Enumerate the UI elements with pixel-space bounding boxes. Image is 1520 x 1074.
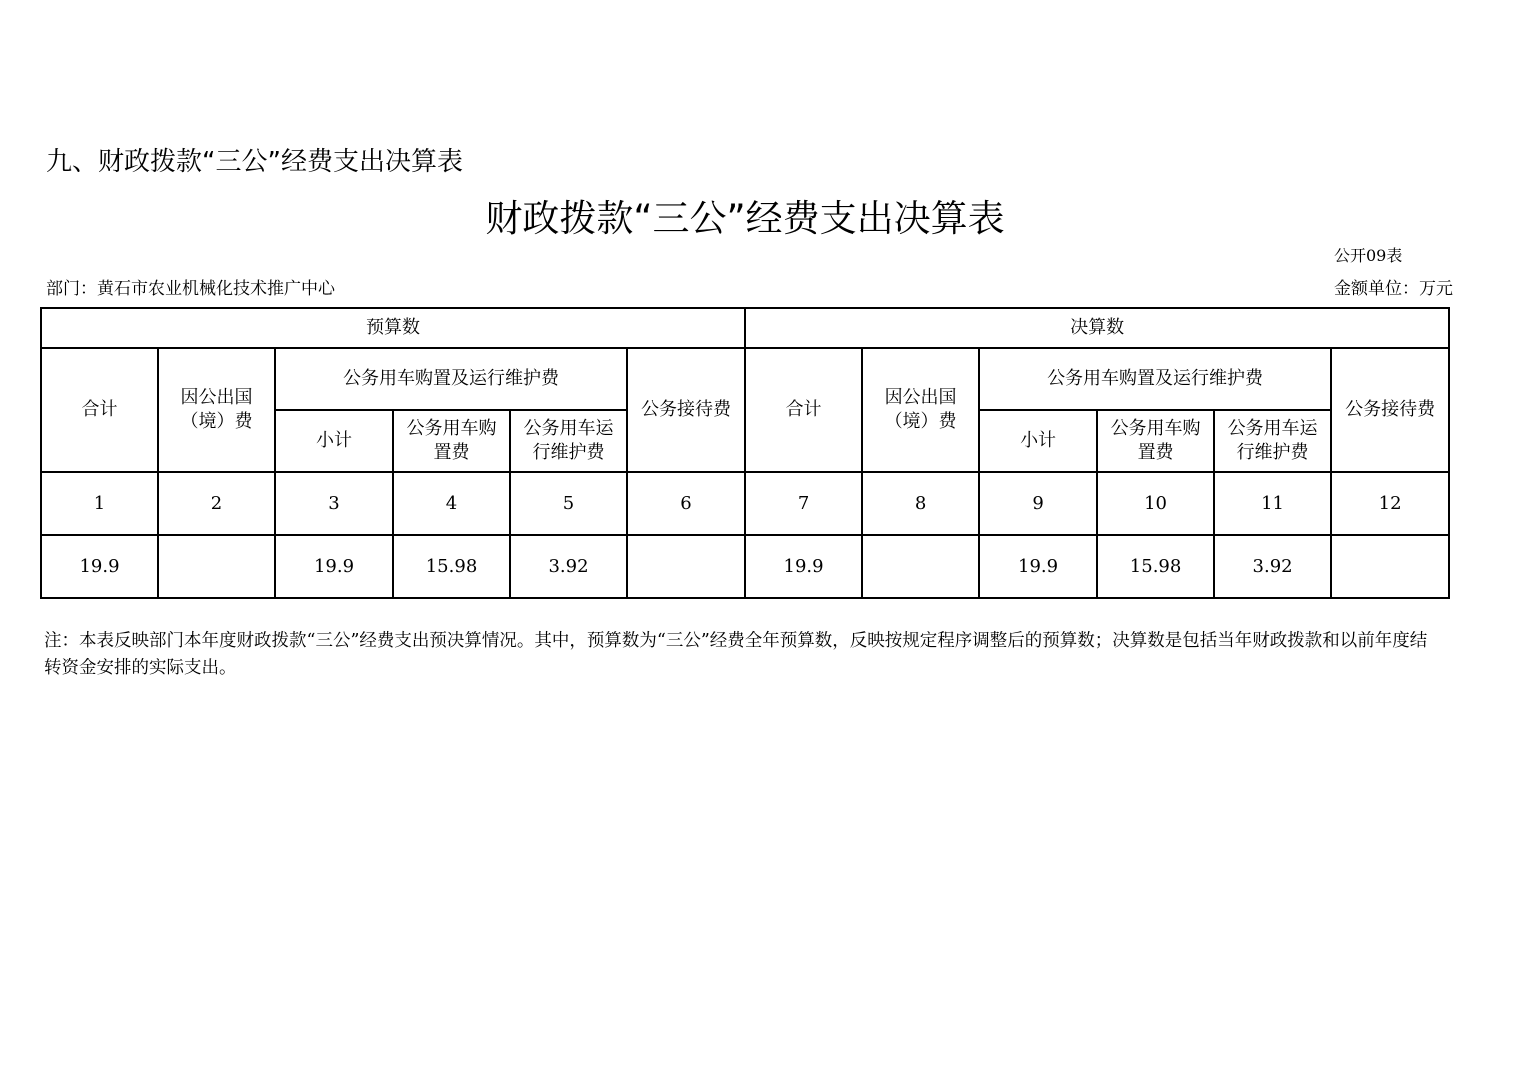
header-final-vehicle-operation: 公务用车运行维护费 (1214, 410, 1331, 472)
column-number: 6 (627, 472, 745, 535)
header-budget-subtotal: 小计 (275, 410, 393, 472)
header-budget-vehicle-purchase: 公务用车购置费 (393, 410, 510, 472)
column-number: 11 (1214, 472, 1331, 535)
header-budget-abroad: 因公出国（境）费 (158, 348, 275, 472)
table-cell: 15.98 (1097, 535, 1214, 598)
table-cell: 19.9 (41, 535, 158, 598)
column-number: 9 (979, 472, 1097, 535)
table-cell: 15.98 (393, 535, 510, 598)
page-title: 财政拨款“三公”经费支出决算表 (485, 197, 1005, 240)
table-cell: 19.9 (979, 535, 1097, 598)
amount-unit-label: 金额单位：万元 (1334, 279, 1453, 299)
table-cell: 19.9 (745, 535, 862, 598)
column-number: 12 (1331, 472, 1449, 535)
column-number: 1 (41, 472, 158, 535)
header-budget-vehicle-operation: 公务用车运行维护费 (510, 410, 627, 472)
header-final-subtotal: 小计 (979, 410, 1097, 472)
column-number: 5 (510, 472, 627, 535)
column-number: 3 (275, 472, 393, 535)
table-cell: 19.9 (275, 535, 393, 598)
header-budget-reception: 公务接待费 (627, 348, 745, 472)
department-label: 部门：黄石市农业机械化技术推广中心 (46, 279, 335, 299)
column-number: 7 (745, 472, 862, 535)
table-cell (862, 535, 979, 598)
three-public-expenses-table (40, 307, 1450, 599)
table-cell (158, 535, 275, 598)
table-cell: 3.92 (1214, 535, 1331, 598)
column-number: 8 (862, 472, 979, 535)
header-final-reception: 公务接待费 (1331, 348, 1449, 472)
header-final-abroad: 因公出国（境）费 (862, 348, 979, 472)
table-cell (627, 535, 745, 598)
footnote: 注：本表反映部门本年度财政拨款“三公”经费支出预决算情况。其中，预算数为“三公”经费全年预算数，反映按规定程序调整后的预算数；决算数是包括当年财政拨款和以前年度结转资金安排的实际支出。 (44, 631, 1428, 678)
value-row (41, 535, 1449, 598)
header-final-total: 合计 (745, 348, 862, 472)
column-number-row (41, 472, 1449, 535)
column-number: 4 (393, 472, 510, 535)
header-final-vehicle: 公务用车购置及运行维护费 (979, 348, 1331, 410)
header-final: 决算数 (745, 308, 1449, 348)
table-cell: 3.92 (510, 535, 627, 598)
table-cell (1331, 535, 1449, 598)
header-budget-vehicle: 公务用车购置及运行维护费 (275, 348, 627, 410)
column-number: 10 (1097, 472, 1214, 535)
header-row-groups (41, 308, 1449, 348)
header-final-vehicle-purchase: 公务用车购置费 (1097, 410, 1214, 472)
form-code: 公开09表 (1334, 246, 1403, 265)
header-budget: 预算数 (41, 308, 745, 348)
column-number: 2 (158, 472, 275, 535)
header-budget-total: 合计 (41, 348, 158, 472)
header-row-categories (41, 348, 1449, 410)
section-heading: 九、财政拨款“三公”经费支出决算表 (46, 147, 463, 177)
